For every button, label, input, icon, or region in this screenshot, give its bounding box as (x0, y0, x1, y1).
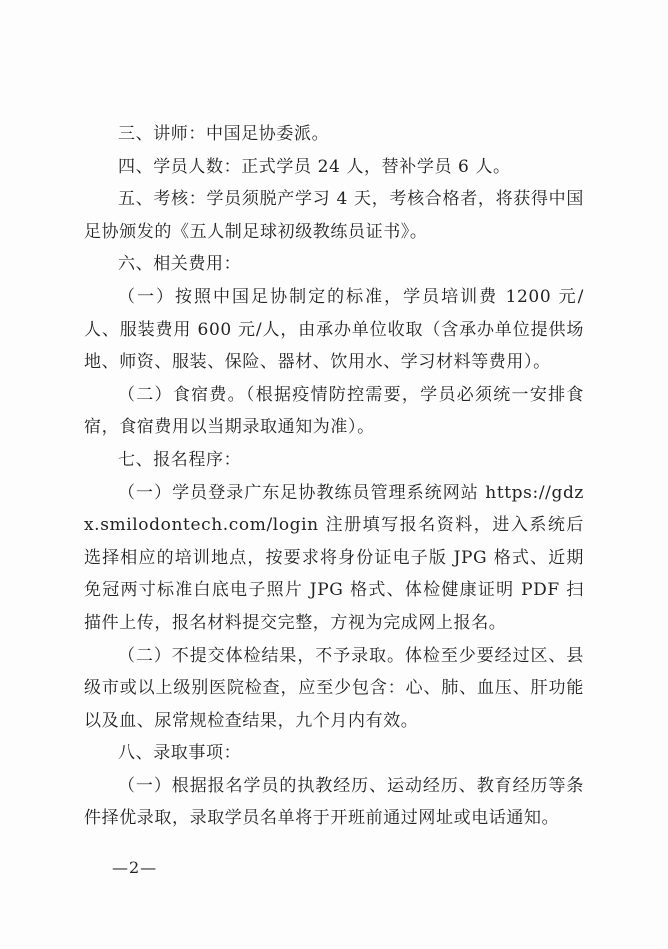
fees-item-training: （一）按照中国足协制定的标准，学员培训费 1200 元/人、服装费用 600 元/人，由承办单位收取（含承办单位提供场地、师资、服装、保险、器材、饮用水、学习材料等费用）。 (84, 286, 584, 373)
page-number: —2— (112, 858, 158, 877)
section-assessment: 五、考核：学员须脱产学习 4 天，考核合格者，将获得中国足协颁发的《五人制足球初级教练员证书》。 (84, 189, 584, 242)
document-body (84, 118, 584, 835)
registration-item-online: （一）学员登录广东足协教练员管理系统网站 https://gdzx.smilodontech.com/login 注册填写报名资料，进入系统后选择相应的培训地点，按要求将身份证电子版 JPG 格式、近期免冠两寸标准白底电子照片 JPG 格式、体检健康证明 PDF 扫描件上传，报名材料提交完整，方视为完成网上报名。 (84, 482, 584, 633)
section-admission-heading: 八、录取事项： (118, 743, 242, 764)
section-registration-heading: 七、报名程序： (118, 449, 242, 470)
fees-item-board: （二）食宿费。（根据疫情防控需要，学员必须统一安排食宿，食宿费用以当期录取通知为准）。 (84, 384, 584, 438)
section-student-count: 四、学员人数：正式学员 24 人，替补学员 6 人。 (118, 156, 511, 177)
section-lecturer: 三、讲师：中国足协委派。 (118, 124, 330, 144)
section-fees-heading: 六、相关费用： (118, 254, 242, 275)
admission-item-selection: （一）根据报名学员的执教经历、运动经历、教育经历等条件择优录取，录取学员名单将于开班前通过网址或电话通知。 (84, 775, 584, 829)
registration-item-medical: （二）不提交体检结果，不予录取。体检至少要经过区、县级市或以上级别医院检查，应至少包含：心、肺、血压、肝功能以及血、尿常规检查结果，九个月内有效。 (84, 645, 584, 731)
